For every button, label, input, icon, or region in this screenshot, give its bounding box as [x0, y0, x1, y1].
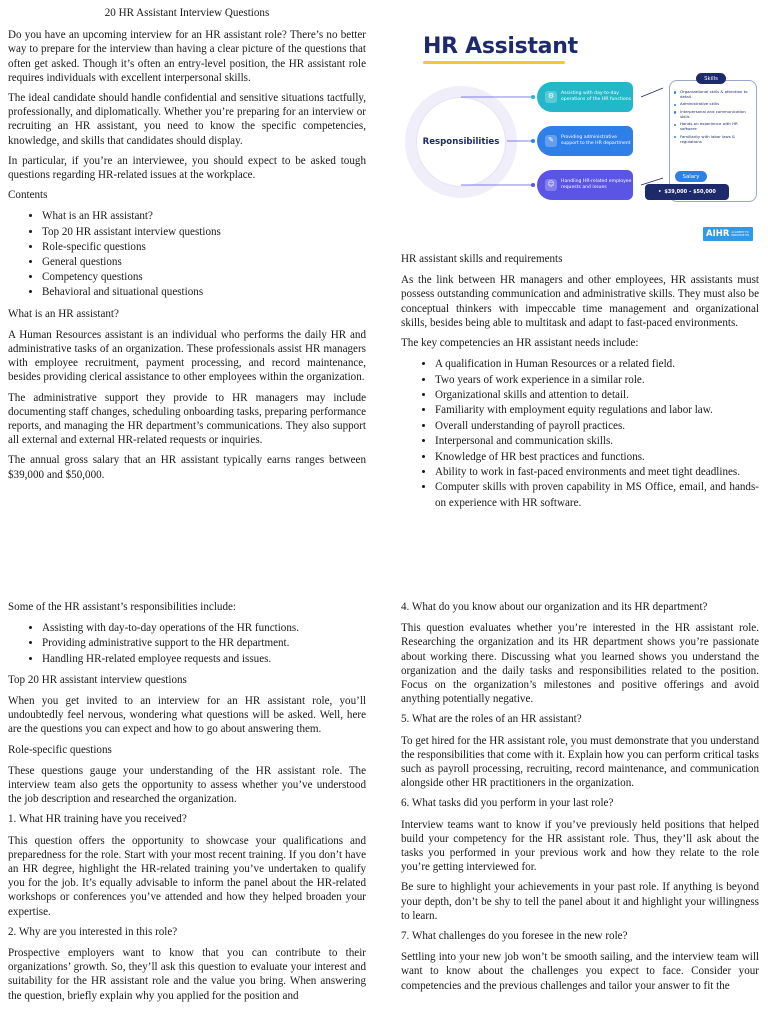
responsibilities-intro: Some of the HR assistant’s responsibilities include: — [8, 601, 237, 613]
competency-item: • Interpersonal and communication skills. — [435, 434, 759, 449]
question-4-heading: 4. What do you know about our organization and its HR department? — [401, 601, 708, 613]
question-6-paragraph-1: Interview teams want to know if you’ve previously held positions that helped build your competency for the HR assistant role. Thus, they’ll ask about the tasks you performed in your previous work and how they relate to the role you’re getting interviewed for. — [401, 818, 759, 874]
competency-item: • Two years of work experience in a similar role. — [435, 373, 759, 388]
question-5-paragraph: To get hired for the HR assistant role, you must demonstrate that you understand the responsibilities that come with it. Explain how you can perform critical tasks such as payroll processing, recruiting, record maintenance, and communication alongside other HR practitioners in the organization. — [401, 734, 759, 790]
skill-item: Hands-on experience with HR software — [673, 122, 753, 132]
responsibility-pill-3 — [537, 170, 633, 200]
responsibility-pill-1 — [537, 82, 633, 112]
skills-heading: HR assistant skills and requirements — [401, 253, 563, 265]
infographic-title: HR Assistant — [423, 34, 578, 59]
document-title: 20 HR Assistant Interview Questions — [104, 7, 270, 19]
skills-tag: Skills — [696, 73, 726, 84]
competencies-intro: The key competencies an HR assistant needs include: — [401, 337, 639, 350]
question-5-heading: 5. What are the roles of an HR assistant? — [401, 713, 582, 726]
aihr-logo — [703, 227, 753, 241]
competency-item: • Ability to work in fast-paced environments and meet tight deadlines. — [435, 465, 759, 480]
skill-item: Interpersonal and communication skills — [673, 110, 753, 120]
skills-list — [673, 90, 753, 147]
skill-item: Familiarity with labor laws & regulations — [673, 135, 753, 145]
page2-right-column — [401, 600, 759, 999]
page2-left-column — [8, 600, 366, 1009]
intro-paragraph-2: The ideal candidate should handle confidential and sensitive situations tactfully, professionally, and diplomatically. Whether you’re preparing for an interview or recruiting an HR assistant, you need to know the specific competencies, knowledge, and skills that candidates should display. — [8, 92, 366, 147]
salary-tag: Salary — [675, 171, 707, 182]
what-is-paragraph-2: The administrative support they provide to HR managers may include documenting staff changes, scheduling onboarding tasks, preparing performance reports, and managing the HR department’s communications. They also support all external and external HR-related requests or inquiries. — [8, 391, 366, 447]
people-icon: ☺ — [545, 179, 557, 191]
role-specific-heading: Role-specific questions — [8, 743, 112, 756]
competency-item: • Overall understanding of payroll practices. — [435, 419, 759, 434]
contents-list — [8, 209, 366, 300]
question-2-paragraph: Prospective employers want to know that you can contribute to their organizations’ growth. So, they’ll ask this question to evaluate your interest and suitability for the HR assistant role and the value you bring. When answering the question, briefly explain why you applied for the position and — [8, 947, 366, 1002]
intro-paragraph-1: Do you have an upcoming interview for an HR assistant role? There’s no better way to prepare for the interview than having a clear picture of the questions that often get asked. Though it’s often an entry-level position, the HR assistant role requires individuals with excellent interpersonal skills. — [8, 29, 366, 84]
logo-brand: AIHR — [706, 229, 730, 239]
question-1-heading: 1. What HR training have you received? — [8, 813, 187, 826]
responsibilities-label: Responsibilities — [422, 137, 500, 147]
contents-item[interactable]: • Top 20 HR assistant interview questions — [42, 225, 366, 240]
contents-item[interactable]: • Competency questions — [42, 270, 366, 285]
competency-item: • Computer skills with proven capability in MS Office, email, and hands-on experience with HR software. — [435, 480, 759, 511]
gear-icon: ⚙ — [545, 91, 557, 103]
skill-item: Administrative skills — [673, 102, 753, 107]
dollar-icon: • — [658, 189, 662, 195]
role-specific-paragraph: These questions gauge your understanding of the HR assistant role. The interview team also gets the opportunity to assess whether you’ve understood the job description and researched the organization. — [8, 764, 366, 806]
top20-paragraph: When you get invited to an interview for an HR assistant role, you’ll undoubtedly feel nervous, wondering what questions will be asked. Well, here are the questions you can expect and how to go about answering them. — [8, 695, 366, 736]
responsibility-text: Handling HR-related employee requests and issues — [561, 179, 632, 190]
contents-item[interactable]: • Role-specific questions — [42, 240, 366, 255]
competency-item: • Familiarity with employment equity regulations and labor law. — [435, 403, 759, 418]
contents-item[interactable]: • What is an HR assistant? — [42, 209, 366, 224]
responsibility-pill-2 — [537, 126, 633, 156]
question-2-heading: 2. Why are you interested in this role? — [8, 925, 178, 938]
competency-item: • A qualification in Human Resources or a related field. — [435, 357, 759, 372]
competency-item: • Organizational skills and attention to detail. — [435, 388, 759, 403]
document-page-2 — [0, 512, 768, 1024]
salary-range — [645, 184, 729, 200]
question-6-paragraph-2: Be sure to highlight your achievements in your past role. If anything is beyond your depth, don’t be shy to tell the panel about it and highlight your willingness to learn. — [401, 881, 759, 922]
skills-paragraph: As the link between HR managers and other employees, HR assistants must possess outstanding communication and administrative skills. They must also be conceptual thinkers with impeccable time management and organizational skills, besides being able to multitask and adapt to fast-paced environments. — [401, 274, 759, 329]
contents-heading: Contents — [8, 189, 48, 202]
page1-right-column — [401, 252, 759, 512]
page1-left-column — [8, 6, 366, 488]
top20-heading: Top 20 HR assistant interview questions — [8, 673, 187, 686]
question-6-heading: 6. What tasks did you perform in your last role? — [401, 797, 614, 810]
salary-value: $39,000 – $50,000 — [664, 189, 716, 195]
responsibility-item: • Assisting with day-to-day operations of the HR functions. — [42, 621, 366, 636]
clipboard-icon: ✎ — [545, 135, 557, 147]
contents-item[interactable]: • General questions — [42, 255, 366, 270]
what-is-heading: What is an HR assistant? — [8, 307, 119, 320]
question-7-heading: 7. What challenges do you foresee in the new role? — [401, 930, 628, 943]
competency-item: • Knowledge of HR best practices and functions. — [435, 450, 759, 465]
question-1-paragraph: This question offers the opportunity to showcase your qualifications and preparedness for the role. Start with your most recent training. If you don’t have an HR degree, highlight the HR-related training you’ve undertaken to qualify you for the job. It’s equally advisable to inform the panel about the HR-related workshops or conferences you’ve attended and how they helped broaden your expertise. — [8, 834, 366, 918]
responsibility-text: Providing administrative support to the HR department — [561, 135, 631, 146]
what-is-paragraph-1: A Human Resources assistant is an individual who performs the daily HR and administrative tasks of an organization. These professionals assist HR managers with employee recruitment, payment processing, and record maintenance, besides providing clerical assistance to other employees within the organization. — [8, 328, 366, 384]
question-7-paragraph: Settling into your new job won’t be smooth sailing, and the interview team will want to know about the challenges you expect to face. Consider your competencies and the previous challenges and tailor your answer to fit the — [401, 951, 759, 992]
responsibility-item: • Handling HR-related employee requests and issues. — [42, 652, 366, 667]
skill-item: Organizational skills & attention to detail — [673, 90, 753, 100]
responsibility-text: Assisting with day-to-day operations of the HR functions — [561, 91, 632, 102]
responsibility-item: • Providing administrative support to the HR department. — [42, 636, 366, 651]
responsibilities-list — [8, 621, 366, 667]
question-4-paragraph: This question evaluates whether you’re interested in the HR assistant role. Researching the organization and its HR department shows you’re passionate about working there. Discussing what you learned shows you understand the organization and the daily tasks and responsibilities related to the position. Focus on the organization’s milestones and positive offerings and avoid anything potentially negative. — [401, 622, 759, 706]
competencies-list — [401, 357, 759, 511]
logo-tagline: ACADEMY TO INNOVATE HR — [731, 231, 750, 237]
contents-item[interactable]: • Behavioral and situational questions — [42, 285, 366, 300]
hr-assistant-infographic — [401, 28, 759, 246]
what-is-paragraph-3: The annual gross salary that an HR assistant typically earns ranges between $39,000 and $50,000. — [8, 454, 366, 481]
intro-paragraph-3: In particular, if you’re an interviewee, you should expect to be asked tough questions regarding HR-related issues at the workplace. — [8, 154, 366, 182]
